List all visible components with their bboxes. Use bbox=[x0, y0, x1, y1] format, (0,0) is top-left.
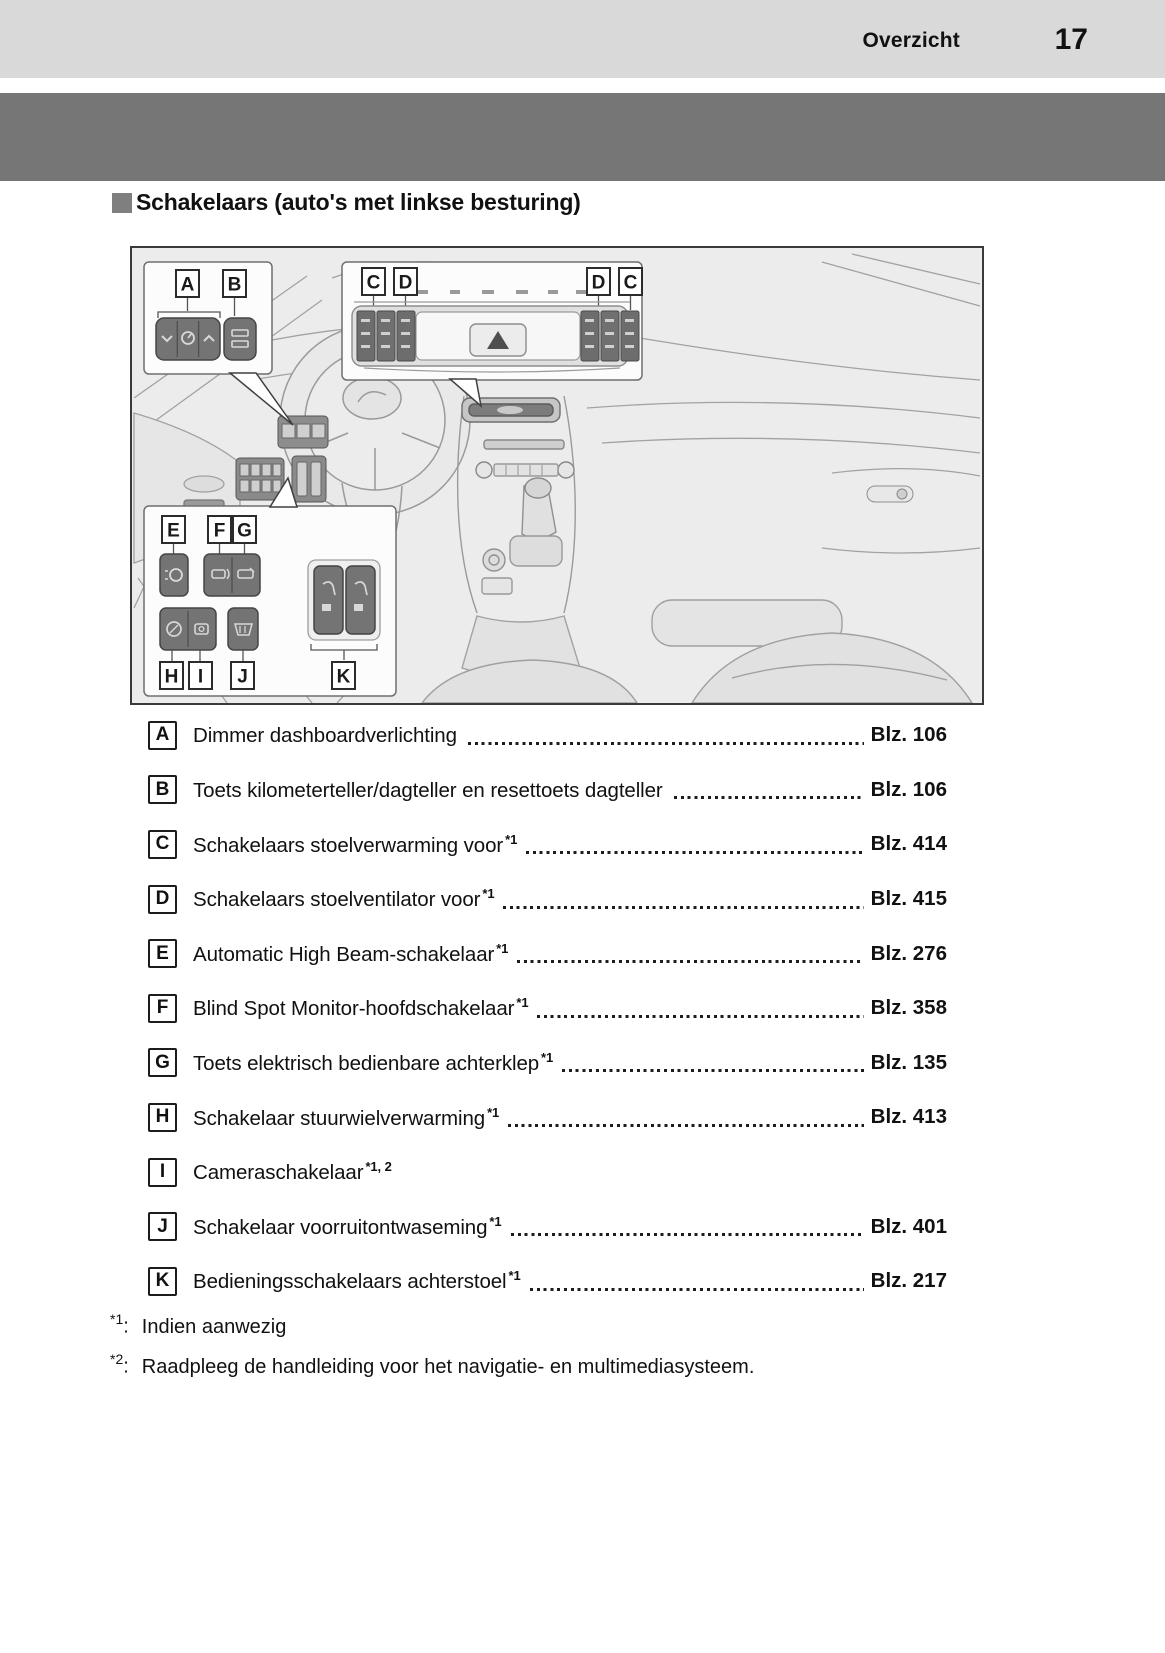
figure-callout-f: F bbox=[213, 520, 226, 542]
item-label: Toets elektrisch bedienbare achterklep $^{*1}$ bbox=[193, 1049, 554, 1075]
figure-callout-i: I bbox=[197, 666, 204, 688]
list-item bbox=[148, 1199, 947, 1254]
list-item bbox=[148, 708, 947, 763]
dotted-leader bbox=[674, 796, 864, 799]
figure-callout-b: B bbox=[227, 274, 242, 296]
section-marker-square bbox=[112, 193, 132, 213]
item-label: Toets kilometerteller/dagteller en resettoets dagteller bbox=[193, 778, 663, 802]
inset-cd-content bbox=[352, 290, 639, 372]
footnote-text: Indien aanwezig bbox=[141, 1315, 287, 1338]
dotted-leader bbox=[562, 1069, 864, 1072]
list-item bbox=[148, 872, 947, 927]
dashboard-illustration bbox=[132, 248, 982, 703]
page-reference: Blz. 217 bbox=[870, 1269, 947, 1293]
item-key-badge: I bbox=[148, 1158, 177, 1187]
seat-heater-switches-left bbox=[357, 311, 415, 361]
seat-heater-switches-right bbox=[581, 311, 639, 361]
figure-callout-k: K bbox=[336, 666, 351, 688]
switch-index-list bbox=[148, 708, 947, 1309]
page-reference: Blz. 358 bbox=[870, 996, 947, 1020]
list-item bbox=[148, 1036, 947, 1091]
item-key-badge: E bbox=[148, 939, 177, 968]
section-title bbox=[112, 189, 581, 216]
list-item bbox=[148, 981, 947, 1036]
glovebox-handle bbox=[867, 486, 913, 502]
header-section-title: Overzicht bbox=[862, 29, 960, 52]
page-header bbox=[0, 0, 1165, 78]
ahb-switch bbox=[160, 554, 188, 596]
dotted-leader bbox=[503, 906, 863, 909]
item-label: Schakelaars stoelventilator voor $^{*1}$ bbox=[193, 886, 495, 911]
item-label: Schakelaar voorruitontwaseming $^{*1}$ bbox=[193, 1213, 502, 1239]
list-item bbox=[148, 1254, 947, 1309]
item-label: Cameraschakelaar $^{*1, 2}$ bbox=[193, 1159, 392, 1184]
gear-shifter bbox=[510, 478, 562, 566]
dotted-leader bbox=[526, 851, 863, 854]
footnote: $^{*1}$: Indien aanwezig bbox=[110, 1311, 287, 1338]
item-label: Bedieningsschakelaars achterstoel $^{*1}$ bbox=[193, 1268, 521, 1294]
page-reference: Blz. 413 bbox=[870, 1105, 947, 1129]
item-key-badge: A bbox=[148, 721, 177, 750]
dashboard-figure bbox=[130, 246, 984, 705]
item-key-badge: D bbox=[148, 885, 177, 914]
list-item bbox=[148, 817, 947, 872]
item-label: Blind Spot Monitor-hoofdschakelaar $^{*1}$ bbox=[193, 995, 529, 1021]
item-label: Schakelaar stuurwielverwarming $^{*1}$ bbox=[193, 1104, 500, 1130]
list-item bbox=[148, 763, 947, 818]
item-label: Schakelaars stoelverwarming voor $^{*1}$ bbox=[193, 831, 518, 857]
page-reference: Blz. 106 bbox=[870, 777, 947, 801]
page-reference: Blz. 414 bbox=[870, 832, 947, 856]
page-reference: Blz. 415 bbox=[870, 887, 947, 911]
figure-callout-c-left: C bbox=[366, 272, 381, 294]
list-item bbox=[148, 1145, 947, 1200]
section-title-text: Schakelaars (auto's met linkse besturing) bbox=[136, 189, 581, 215]
list-item bbox=[148, 926, 947, 981]
item-key-badge: B bbox=[148, 775, 177, 804]
item-key-badge: H bbox=[148, 1103, 177, 1132]
dotted-leader bbox=[530, 1288, 864, 1291]
footnote-marker: *1 bbox=[110, 1311, 124, 1327]
page-reference: Blz. 106 bbox=[870, 723, 947, 747]
item-label: Automatic High Beam-schakelaar $^{*1}$ bbox=[193, 940, 509, 966]
item-key-badge: C bbox=[148, 830, 177, 859]
dotted-leader bbox=[517, 960, 863, 963]
footnote-marker: *2 bbox=[110, 1351, 124, 1367]
item-key-badge: J bbox=[148, 1212, 177, 1241]
figure-callout-e: E bbox=[167, 520, 180, 542]
item-key-badge: G bbox=[148, 1048, 177, 1077]
list-item bbox=[148, 1090, 947, 1145]
dotted-leader bbox=[537, 1015, 863, 1018]
figure-callout-a: A bbox=[180, 274, 195, 296]
dotted-leader bbox=[468, 742, 864, 745]
center-console bbox=[458, 396, 580, 678]
figure-callout-h: H bbox=[164, 666, 179, 688]
section-banner bbox=[0, 93, 1165, 181]
figure-callout-j: J bbox=[237, 666, 248, 688]
dotted-leader bbox=[511, 1233, 864, 1236]
dotted-leader bbox=[508, 1124, 863, 1127]
page-reference: Blz. 276 bbox=[870, 941, 947, 965]
figure-callout-c-right: C bbox=[623, 272, 638, 294]
defrost-switch bbox=[228, 608, 258, 650]
item-key-badge: K bbox=[148, 1267, 177, 1296]
header-page-number: 17 bbox=[1054, 23, 1088, 56]
steering-column-switch-panel bbox=[278, 416, 328, 448]
footnote-text: Raadpleeg de handleiding voor het navigatie- en multimediasysteem. bbox=[141, 1355, 755, 1378]
footnote: $^{*2}$: Raadpleeg de handleiding voor het navigatie- en multimediasysteem. bbox=[110, 1351, 755, 1378]
page-reference: Blz. 135 bbox=[870, 1050, 947, 1074]
trip-meter-button bbox=[224, 318, 256, 360]
item-key-badge: F bbox=[148, 994, 177, 1023]
lexus-logo bbox=[343, 377, 401, 419]
figure-callout-d-right: D bbox=[591, 272, 606, 294]
item-label: Dimmer dashboardverlichting bbox=[193, 724, 457, 748]
figure-callout-d-left: D bbox=[398, 272, 413, 294]
figure-callout-g: G bbox=[237, 520, 252, 542]
page-reference: Blz. 401 bbox=[870, 1214, 947, 1238]
